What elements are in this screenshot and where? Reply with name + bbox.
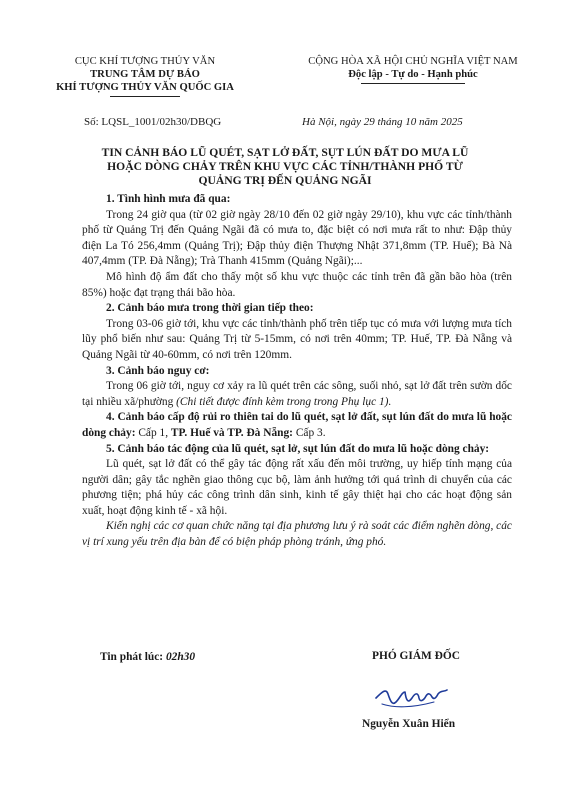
nation-block — [282, 55, 544, 81]
section-4-place: TP. Huế và TP. Đà Nẵng: — [170, 426, 293, 439]
title-line-1: TIN CẢNH BÁO LŨ QUÉT, SẠT LỞ ĐẤT, SỤT LÚN ĐẤT DO MƯA LŨ — [101, 146, 469, 159]
doc-number: Số: LQSL_1001/02h30/DBQG — [84, 116, 222, 128]
org-ministry: CỤC KHÍ TƯỢNG THỦY VĂN — [74, 56, 216, 67]
org-block — [40, 55, 250, 94]
section-1-paragraph-2: Mô hình độ ẩm đất cho thấy một số khu vực thuộc các tỉnh trên đã gần bão hòa (trên 85%) hoặc đạt trạng thái bão hòa. — [82, 270, 512, 299]
issued-label: Tin phát lúc: — [100, 651, 166, 663]
title-line-3: QUẢNG TRỊ ĐẾN QUẢNG NGÃI — [198, 174, 372, 187]
nation-motto: Độc lập - Tự do - Hạnh phúc — [348, 69, 478, 80]
signer-name: Nguyễn Xuân Hiển — [362, 718, 456, 730]
section-3-text: Trong 06 giờ tới, nguy cơ xảy ra lũ quét trên các sông, suối nhỏ, sạt lở đất trên sườn dốc tại nhiều xã/phường — [82, 380, 512, 408]
section-4-end: . — [322, 426, 326, 439]
org-center: TRUNG TÂM DỰ BÁO — [90, 69, 200, 80]
section-2-heading: 2. Cảnh báo mưa trong thời gian tiếp theo: — [106, 302, 314, 315]
nation-name: CỘNG HÒA XÃ HỘI CHỦ NGHĨA VIỆT NAM — [308, 56, 518, 67]
section-3-heading: 3. Cảnh báo nguy cơ: — [106, 364, 210, 377]
issued-time-line — [100, 651, 195, 663]
section-2-paragraph: Trong 03-06 giờ tới, khu vực các tỉnh/thành phố trên tiếp tục có mưa với lượng mưa tích lũy phổ biến như sau: Quảng Trị từ 5-15mm, có nơi trên 40mm; TP. Huế, TP. Đà Nẵng và Quảng Ngãi từ 40-60mm, có nơi trên 120mm. — [82, 317, 512, 361]
motto-underline — [361, 83, 465, 84]
document-body — [82, 192, 512, 551]
recommendation: Kiến nghị các cơ quan chức năng tại địa phương lưu ý rà soát các điểm nghẽn dòng, các vị trí xung yếu trên địa bàn để có biện pháp phòng tránh, ứng phó. — [82, 520, 512, 549]
section-3-paragraph — [82, 379, 512, 410]
section-1-heading: 1. Tình hình mưa đã qua: — [106, 193, 231, 205]
section-5-heading: 5. Cảnh báo tác động của lũ quét, sạt lở, sụt lún đất do mưa lũ hoặc dòng chảy: — [106, 442, 490, 455]
org-underline — [110, 96, 180, 97]
section-4-level-1: Cấp 1, — [135, 426, 171, 439]
org-center-full: KHÍ TƯỢNG THỦY VĂN QUỐC GIA — [56, 82, 234, 93]
section-4-heading: 4. Cảnh báo cấp độ rủi ro thiên tai do lũ quét, sạt lở đất, sụt lún đất do mưa lũ hoặc dòng chảy: — [82, 411, 512, 439]
section-3-appendix-note: (Chi tiết được đính kèm trong trong Phụ lục 1). — [176, 395, 392, 408]
title-line-2: HOẶC DÒNG CHẢY TRÊN KHU VỰC CÁC TỈNH/THÀNH PHỐ TỪ — [107, 160, 463, 173]
place-date: Hà Nội, ngày 29 tháng 10 năm 2025 — [302, 116, 463, 128]
document-title — [60, 146, 510, 188]
issued-time: 02h30 — [165, 651, 196, 663]
section-1-paragraph-1: Trong 24 giờ qua (từ 02 giờ ngày 28/10 đến 02 giờ ngày 29/10), khu vực các tỉnh/thành phố từ Quảng Trị đến Quảng Ngãi đã có mưa to, đặc biệt có nơi mưa rất to như: Đập thủy điện La Tó 256,4mm (Quảng Trị); Đập thủy điện Thượng Nhật 371,8mm (TP. Huế); Bà Nà 407,4mm (TP. Đà Nẵng); Trà Thanh 415mm (Quảng Ngãi);... — [82, 208, 512, 268]
section-4-paragraph — [82, 410, 512, 441]
section-5-paragraph: Lũ quét, sạt lở đất có thể gây tác động rất xấu đến môi trường, uy hiếp tính mạng của người dân; gây tắc nghẽn giao thông cục bộ, làm ảnh hưởng tới quá trình di chuyển của các phương tiện; phá hủy các công trình dân sinh, kinh tế gây thiệt hại cho các hoạt động sản xuất, hoạt động kinh tế - xã hội. — [82, 458, 512, 517]
signature-image — [372, 678, 452, 714]
signer-title: PHÓ GIÁM ĐỐC — [372, 650, 460, 662]
section-4-level-3: Cấp 3 — [292, 426, 323, 439]
